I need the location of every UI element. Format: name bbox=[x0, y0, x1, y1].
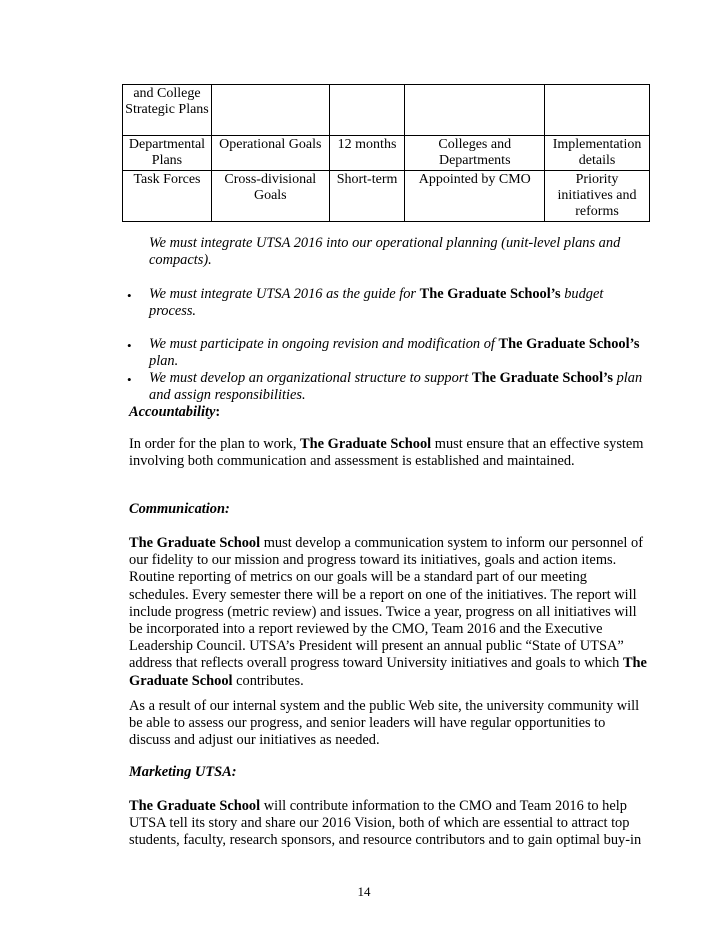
list-item bbox=[149, 336, 649, 370]
list-item bbox=[149, 370, 649, 404]
list-item-text: We must participate in ongoing revision and modification of bbox=[149, 336, 499, 352]
list-item-text: We must integrate UTSA 2016 as the guide for bbox=[149, 286, 420, 302]
list-item bbox=[149, 286, 649, 320]
paragraph-bold: The Graduate School bbox=[129, 798, 261, 814]
list-item-bold: The Graduate School’s bbox=[498, 336, 640, 352]
section-heading: Communication: bbox=[129, 501, 230, 517]
list-item-bold: The Graduate School’s bbox=[419, 286, 561, 302]
list-item-text: plan and assign responsibilities. bbox=[149, 370, 643, 404]
table-cell: Implementation details bbox=[545, 136, 650, 171]
bullet-icon: • bbox=[127, 338, 132, 353]
list-item-bold: The Graduate School’s bbox=[471, 370, 613, 386]
paragraph bbox=[129, 436, 649, 470]
paragraph-text: contributes. bbox=[232, 672, 304, 689]
table-cell bbox=[405, 85, 545, 136]
table-cell: Operational Goals bbox=[211, 136, 329, 171]
table-cell: Departmental Plans bbox=[123, 136, 212, 171]
table-cell bbox=[545, 85, 650, 136]
table-cell bbox=[211, 85, 329, 136]
table-cell: Task Forces bbox=[123, 171, 212, 222]
paragraph-bold: The Graduate School bbox=[129, 535, 261, 551]
section-label: Accountability bbox=[129, 404, 216, 420]
list-item-text: We must integrate UTSA 2016 into our operational planning (unit-level plans and compacts). bbox=[149, 235, 621, 269]
list-item bbox=[149, 235, 649, 269]
paragraph-text: will contribute information to the CMO and Team 2016 to help UTSA tell its story and share our 2016 Vision, both of which are essential to attract top students, faculty, research sponsors, and resource contributors and to gain optimal buy-in bbox=[129, 798, 642, 849]
table-cell: Cross-divisional Goals bbox=[211, 171, 329, 222]
paragraph bbox=[129, 798, 649, 850]
accountability-heading bbox=[129, 404, 649, 421]
table-row bbox=[123, 136, 650, 171]
table-cell: Appointed by CMO bbox=[405, 171, 545, 222]
table-cell: 12 months bbox=[329, 136, 405, 171]
planning-table bbox=[122, 84, 650, 222]
bullet-icon: • bbox=[127, 288, 132, 303]
section-colon: : bbox=[215, 404, 221, 420]
table-cell bbox=[329, 85, 405, 136]
paragraph-bold: The Graduate School bbox=[129, 655, 647, 689]
table-cell: Short-term bbox=[329, 171, 405, 222]
table-cell: and College Strategic Plans bbox=[123, 85, 212, 136]
section-heading: Marketing UTSA: bbox=[129, 764, 237, 780]
paragraph-text: must develop a communication system to inform our personnel of our fidelity to our mission and progress toward its initiatives, goals and action items. Routine reporting of metrics on our goals will be a standard part of our meeting schedules. Every semester there will be a report on one of the initiatives. The report will include progress (metric review) and issues. Twice a year, progress on all initiatives will be incorporated into a report reviewed by the CMO, Team 2016 and the Executive Leadership Council. UTSA’s President will present an annual public “State of UTSA” address that reflects overall progress toward University initiatives and goals to which bbox=[129, 535, 644, 672]
list-item-text: plan. bbox=[149, 353, 179, 370]
paragraph-text: In order for the plan to work, bbox=[129, 436, 301, 452]
paragraph bbox=[129, 535, 649, 690]
paragraph: As a result of our internal system and the public Web site, the university community will be able to assess our progress, and senior leaders will have regular opportunities to discuss and adjust our initiatives as needed. bbox=[129, 698, 640, 749]
table-row bbox=[123, 85, 650, 136]
paragraph-text: must ensure that an effective system involving both communication and assessment is established and maintained. bbox=[129, 436, 644, 470]
list-item-text: We must develop an organizational structure to support bbox=[149, 370, 472, 386]
page-number: 14 bbox=[357, 884, 371, 899]
table-cell: Priority initiatives and reforms bbox=[545, 171, 650, 222]
table-row bbox=[123, 171, 650, 222]
bullet-icon: • bbox=[127, 372, 132, 387]
table-cell: Colleges and Departments bbox=[405, 136, 545, 171]
paragraph-bold: The Graduate School bbox=[300, 436, 432, 452]
list-item-text: budget process. bbox=[149, 286, 604, 320]
